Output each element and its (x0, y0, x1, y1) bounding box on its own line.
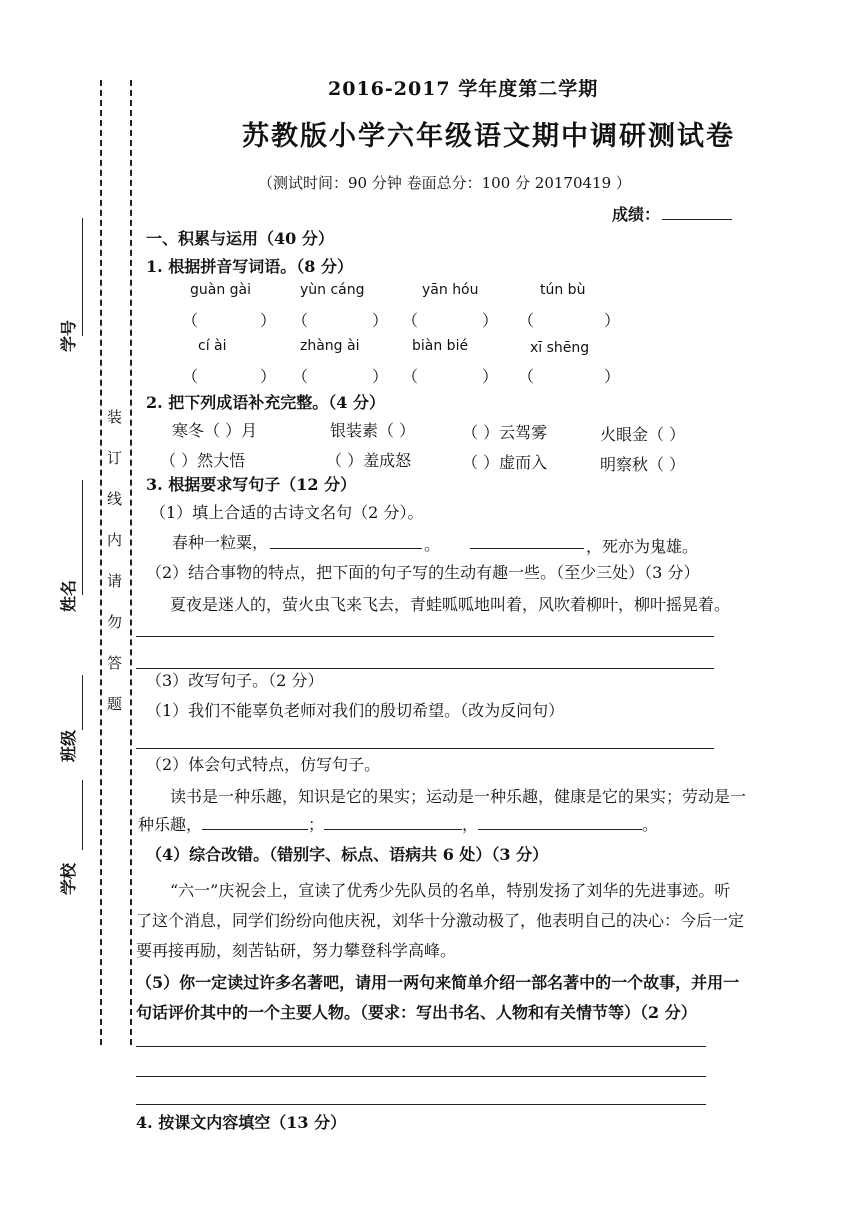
school-label: 学校 (59, 862, 78, 895)
q3-part3-item2-text1: 读书是一种乐趣，知识是它的果实；运动是一种乐趣，健康是它的果实；劳动是一 (170, 787, 747, 806)
answer-blank[interactable]: （ ） (292, 367, 389, 386)
section-heading: 一、积累与运用（40 分） (146, 229, 334, 248)
pinyin: zhàng ài (300, 338, 360, 354)
pinyin: guàn gài (190, 282, 252, 298)
q3-part3-item2: （2）体会句式特点，仿写句子。 (146, 755, 381, 774)
q3-part4-text1: “六一”庆祝会上，宣读了优秀少先队员的名单，特别发扬了刘华的先进事迹。听 (170, 881, 731, 900)
answer-line[interactable] (136, 636, 714, 637)
idiom-item[interactable]: 寒冬（ ）月 (172, 421, 258, 440)
idiom-item[interactable]: （ ）虚而入 (462, 453, 548, 472)
q3-part5-text1: （5）你一定读过许多名著吧，请用一两句来简单介绍一部名著中的一个故事，并用一 (136, 973, 740, 992)
seal-char: 勿 (107, 613, 123, 631)
pinyin: biàn bié (412, 338, 469, 354)
class-field[interactable] (82, 675, 83, 730)
answer-blank[interactable]: （ ） (182, 311, 277, 330)
binding-seal-text (107, 410, 122, 712)
imitation-blank[interactable] (324, 813, 462, 830)
q3-part3-item2-lead: 种乐趣， (138, 815, 203, 834)
answer-line[interactable] (136, 1104, 706, 1105)
pinyin: tún bù (540, 282, 586, 298)
q3-part3-item2-sep2: ， (462, 815, 479, 834)
q3-part4-title: （4）综合改错。（错别字、标点、语病共 6 处）（3 分） (146, 845, 549, 864)
answer-blank[interactable]: （ ） (402, 311, 499, 330)
answer-blank[interactable]: （ ） (292, 311, 389, 330)
pinyin: yùn cáng (300, 282, 365, 298)
q3-part3-item2-sep1: ； (308, 815, 325, 834)
seal-char: 订 (107, 449, 123, 467)
seal-char: 装 (107, 408, 123, 426)
answer-line[interactable] (136, 1076, 706, 1077)
answer-blank[interactable]: （ ） (402, 367, 499, 386)
idiom-item[interactable]: （ ）羞成怒 (326, 451, 412, 470)
answer-blank[interactable]: （ ） (518, 311, 621, 330)
idiom-item[interactable]: 银装素（ ） (330, 421, 416, 440)
imitation-blank[interactable] (202, 813, 308, 830)
answer-blank[interactable]: （ ） (182, 367, 277, 386)
student-id-label: 学号 (59, 319, 78, 352)
q3-part2-title: （2）结合事物的特点，把下面的句子写的生动有趣一些。（至少三处）（3 分） (146, 563, 700, 582)
pinyin: xī shēng (530, 340, 590, 356)
q3-part2-text: 夏夜是迷人的，萤火虫飞来飞去，青蛙呱呱地叫着，风吹着柳叶，柳叶摇晃着。 (170, 595, 731, 614)
q3-part3-item2-end: 。 (642, 815, 659, 834)
q3-part5-text2: 句话评价其中的一个主要人物。（要求：写出书名、人物和有关情节等）（2 分） (136, 1003, 697, 1022)
score-label: 成绩： (612, 205, 661, 224)
q3-part3-title: （3）改写句子。（2 分） (146, 671, 324, 690)
name-label: 姓名 (59, 579, 78, 612)
seal-char: 内 (107, 531, 123, 549)
seal-char: 答 (107, 654, 123, 672)
q3-part1-text-b: 。 (424, 535, 441, 554)
q3-part3-item2-text2 (138, 812, 658, 835)
q3-part1-text-a: 春种一粒粟， (172, 533, 269, 552)
idiom-item[interactable]: 火眼金（ ） (600, 425, 686, 444)
q3-part3-item1: （1）我们不能辜负老师对我们的殷切希望。（改为反问句） (146, 701, 565, 720)
question-3-title: 3. 根据要求写句子（12 分） (146, 475, 357, 494)
q3-part4-text2: 了这个消息，同学们纷纷向他庆祝，刘华十分激动极了，他表明自己的决心：今后一定 (136, 911, 745, 930)
class-label: 班级 (59, 729, 78, 762)
exam-title: 苏教版小学六年级语文期中调研测试卷 (242, 121, 735, 152)
idiom-item[interactable]: （ ）然大悟 (160, 451, 246, 470)
answer-blank[interactable]: （ ） (518, 367, 621, 386)
school-field[interactable] (82, 780, 83, 850)
question-1-title: 1. 根据拼音写词语。（8 分） (146, 257, 353, 276)
question-4-title: 4. 按课文内容填空（13 分） (136, 1113, 347, 1132)
name-field[interactable] (82, 480, 83, 595)
binding-dashed-line-right (130, 80, 132, 1045)
score-field[interactable] (662, 219, 732, 220)
q3-part1-title: （1）填上合适的古诗文名句（2 分）。 (150, 503, 424, 522)
exam-term: 2016-2017 学年度第二学期 (328, 78, 599, 100)
idiom-item[interactable]: （ ）云驾雾 (462, 423, 548, 442)
answer-line[interactable] (136, 1046, 706, 1047)
seal-char: 线 (107, 490, 123, 508)
imitation-blank[interactable] (478, 813, 642, 830)
pinyin: cí ài (198, 338, 227, 354)
seal-char: 请 (107, 572, 123, 590)
seal-char: 题 (107, 695, 123, 713)
exam-info: （测试时间：90 分钟 卷面总分：100 分 20170419 ） (258, 174, 631, 192)
question-2-title: 2. 把下列成语补充完整。（4 分） (146, 393, 385, 412)
poem-blank-1[interactable] (270, 548, 422, 549)
student-id-field[interactable] (82, 218, 83, 336)
q3-part4-text3: 要再接再励，刻苦钻研，努力攀登科学高峰。 (136, 941, 457, 960)
q3-part1-text-c: ，死亦为鬼雄。 (586, 537, 699, 556)
poem-blank-2[interactable] (470, 548, 584, 549)
binding-dashed-line-left (100, 80, 102, 1045)
idiom-item[interactable]: 明察秋（ ） (600, 455, 686, 474)
pinyin: yān hóu (422, 282, 479, 298)
answer-line[interactable] (136, 748, 714, 749)
